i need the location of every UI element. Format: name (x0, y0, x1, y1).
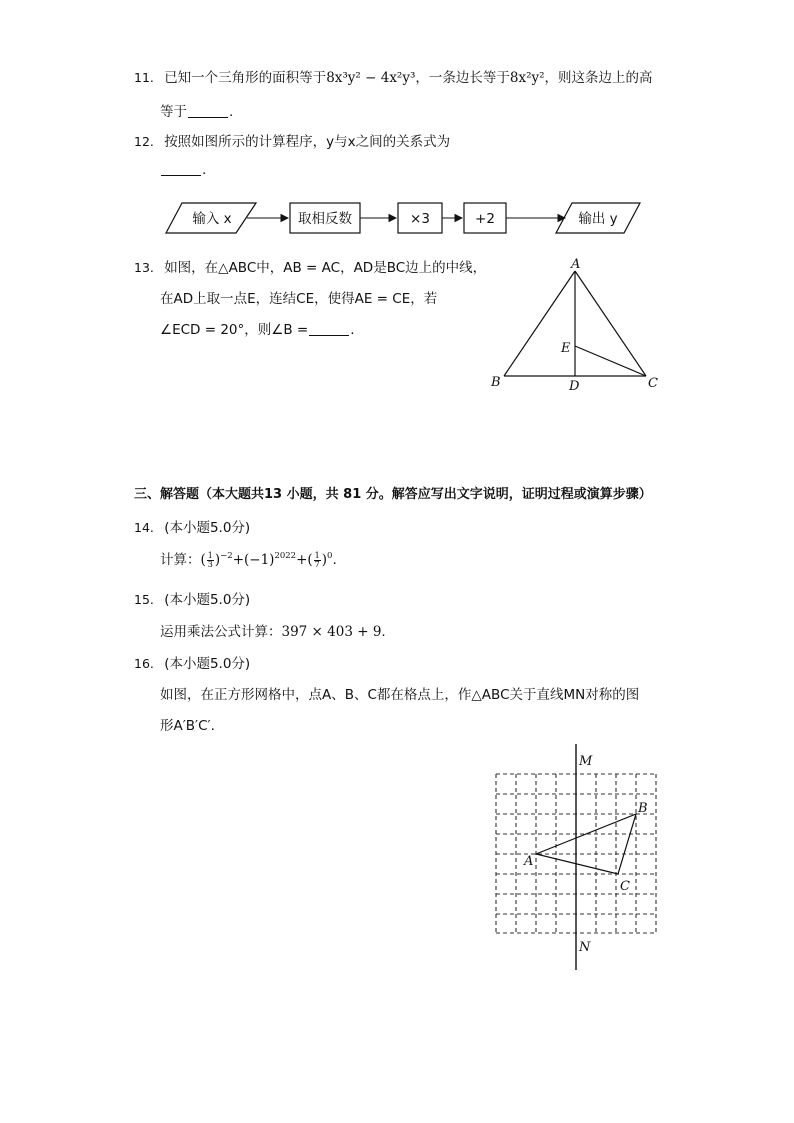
q11-expr-side: 8x²y² (509, 70, 545, 86)
q12-flowchart (160, 198, 650, 240)
q11-text-b: ，一条边长等于 (415, 70, 510, 86)
q15-body (160, 620, 386, 640)
q11-line1 (134, 66, 653, 86)
q14-number: 14. (134, 520, 154, 535)
q14-frac1: $\frac{1}{3}$ (207, 551, 213, 569)
q11-line2-text: 等于 (160, 104, 187, 120)
triangle-abc (536, 814, 636, 874)
q13-line2-text: 在AD上取一点E，连结CE，使得AE = CE，若 (160, 291, 438, 307)
q15-score: (本小题5.0分) (164, 592, 251, 608)
q11-expr-area: 8x³y² − 4x²y³ (326, 70, 416, 86)
q11-line2 (160, 100, 233, 120)
q15-number: 15. (134, 592, 154, 607)
q16-grid-figure (488, 740, 668, 976)
flow-input-label: 输入 x (192, 211, 232, 227)
q12-number: 12. (134, 134, 154, 149)
q15-expression: 397 × 403 + 9 (281, 624, 382, 640)
label-d: D (569, 379, 580, 394)
label-b: B (638, 801, 648, 816)
q16-header (134, 652, 250, 672)
q11-text-c: ，则这条边上的高 (544, 70, 653, 86)
q12-answer-blank (161, 163, 201, 176)
side-ab (504, 271, 575, 376)
q12-line2 (160, 162, 206, 178)
q14-end: . (332, 552, 337, 568)
q13-line2 (160, 287, 437, 307)
label-a: A (524, 854, 534, 869)
q14-frac2: $\frac{1}{7}$ (314, 551, 320, 569)
q13-line3-text: ∠ECD = 20°，则∠B = (160, 322, 309, 338)
q13-triangle-figure (486, 254, 666, 396)
label-c: C (620, 879, 630, 894)
q11-answer-blank (188, 105, 228, 118)
label-a: A (571, 257, 581, 272)
q12-line1 (134, 130, 450, 150)
label-m: M (579, 754, 593, 769)
side-ac (575, 271, 646, 376)
q12-end: . (202, 162, 207, 178)
flow-output-label: 输出 y (578, 211, 618, 227)
q14-body (160, 548, 337, 569)
q13-answer-blank (309, 323, 349, 336)
q13-end: . (350, 322, 355, 338)
q11-text-a: 已知一个三角形的面积等于 (164, 70, 327, 86)
q13-line3 (160, 318, 355, 338)
label-c: C (648, 376, 658, 391)
label-n: N (579, 940, 591, 955)
label-b: B (491, 375, 501, 390)
q14-score: (本小题5.0分) (164, 520, 251, 536)
q12-text: 按照如图所示的计算程序，y与x之间的关系式为 (164, 134, 451, 150)
q14-expression: ( $\frac{1}{3}$ )$^{-2}+(-1)^{2022}+$( $\frac{1}{7}$ )$^0$ (200, 551, 333, 569)
q16-number: 16. (134, 656, 154, 671)
q16-line2: 形A′B′C′. (160, 718, 215, 734)
q16-line1: 如图，在正方形网格中，点A、B、C都在格点上，作△ABC关于直线MN对称的图 (160, 687, 640, 703)
label-e: E (561, 341, 571, 356)
q15-header (134, 588, 250, 608)
q11-number: 11. (134, 70, 154, 85)
q11-end: . (229, 104, 234, 120)
q13-line1-text: 如图，在△ABC中，AB = AC，AD是BC边上的中线， (164, 260, 487, 276)
section-3-heading: 三、解答题（本大题共13 小题，共 81 分。解答应写出文字说明，证明过程或演算步骤） (134, 487, 652, 502)
flow-step1-label: 取相反数 (298, 211, 352, 227)
q16-score: (本小题5.0分) (164, 656, 251, 672)
flow-step2-label: ×3 (410, 211, 430, 227)
q15-text: 运用乘法公式计算： (160, 624, 282, 640)
flow-step3-label: +2 (475, 211, 495, 227)
q13-number: 13. (134, 260, 154, 275)
q13-line1 (134, 256, 486, 276)
q15-end: . (381, 624, 386, 640)
q14-lead: 计算： (160, 552, 201, 568)
q14-header (134, 516, 250, 536)
